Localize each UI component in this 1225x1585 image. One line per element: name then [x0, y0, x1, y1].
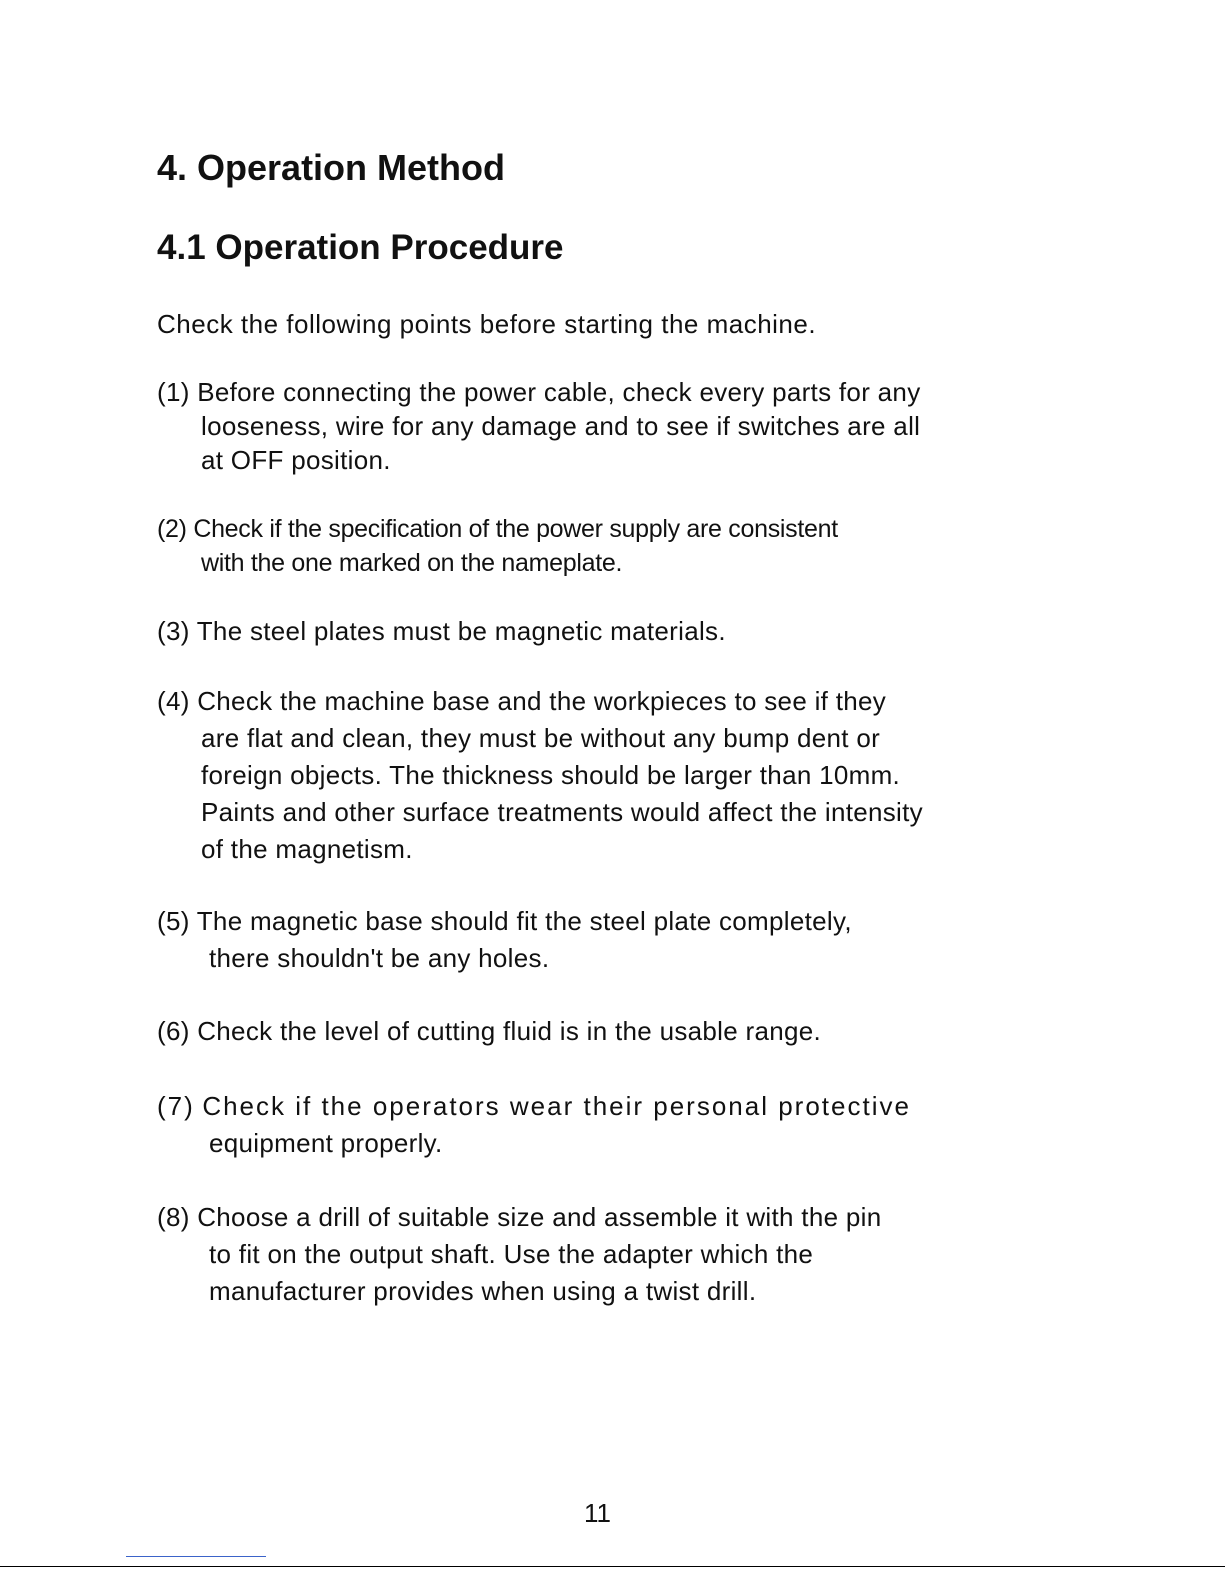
footer-divider: [0, 1566, 1225, 1567]
list-item-text: equipment properly.: [209, 1128, 443, 1158]
list-item: [157, 903, 1057, 977]
list-item-number: (6): [157, 1016, 190, 1046]
list-item-number: (7): [157, 1091, 195, 1121]
list-item-text: manufacturer provides when using a twist drill.: [209, 1276, 757, 1306]
list-item-text: Paints and other surface treatments would affect the intensity: [201, 797, 923, 827]
list-item-line: [157, 614, 1057, 648]
list-item: [157, 1014, 1057, 1048]
list-item-line: [157, 1199, 1057, 1236]
list-item-number: (3): [157, 616, 190, 646]
list-item-text: Check the level of cutting fluid is in the usable range.: [197, 1016, 822, 1046]
list-item-text: at OFF position.: [201, 445, 391, 475]
list-item-text: of the magnetism.: [201, 834, 413, 864]
list-item: [157, 512, 1057, 580]
list-item: [157, 683, 1057, 868]
list-item-line: [157, 1014, 1057, 1048]
list-item-text: are flat and clean, they must be without any bump dent or: [201, 723, 881, 753]
list-item-text: looseness, wire for any damage and to see if switches are all: [201, 411, 921, 441]
list-item-text: there shouldn't be any holes.: [209, 943, 550, 973]
list-item-text: Check if the operators wear their personal protective: [202, 1091, 911, 1121]
list-item-number: (1): [157, 377, 190, 407]
list-item: [157, 614, 1057, 648]
list-item-number: (8): [157, 1202, 190, 1232]
subsection-title: 4.1 Operation Procedure: [157, 228, 564, 267]
list-item-line: [157, 512, 1057, 546]
intro-text: Check the following points before starting the machine.: [157, 309, 817, 339]
list-item-text: The magnetic base should fit the steel plate completely,: [196, 906, 852, 936]
list-item-text: with the one marked on the nameplate.: [201, 549, 623, 577]
footer-link-underline: [126, 1556, 266, 1557]
list-item-number: (4): [157, 686, 190, 716]
list-item-line: [157, 903, 1057, 940]
list-item-number: (2): [157, 515, 187, 543]
list-item-text: The steel plates must be magnetic materials.: [196, 616, 726, 646]
list-item-text: Check if the specification of the power supply are consistent: [193, 515, 838, 543]
list-item: [157, 375, 1057, 477]
list-item-line: [157, 375, 1057, 409]
list-item-text: to fit on the output shaft. Use the adapter which the: [209, 1239, 814, 1269]
page-number: 11: [584, 1498, 611, 1528]
list-item-text: Check the machine base and the workpieces to see if they: [197, 686, 887, 716]
list-item-text: Choose a drill of suitable size and assemble it with the pin: [197, 1202, 882, 1232]
section-title: 4. Operation Method: [157, 147, 506, 188]
list-item-line: [157, 1088, 1057, 1125]
list-item-number: (5): [157, 906, 190, 936]
list-item-text: Before connecting the power cable, check every parts for any: [197, 377, 921, 407]
list-item: [157, 1199, 1057, 1310]
list-item-line: [157, 683, 1057, 720]
list-item: [157, 1088, 1057, 1162]
list-item-text: foreign objects. The thickness should be larger than 10mm.: [201, 760, 901, 790]
